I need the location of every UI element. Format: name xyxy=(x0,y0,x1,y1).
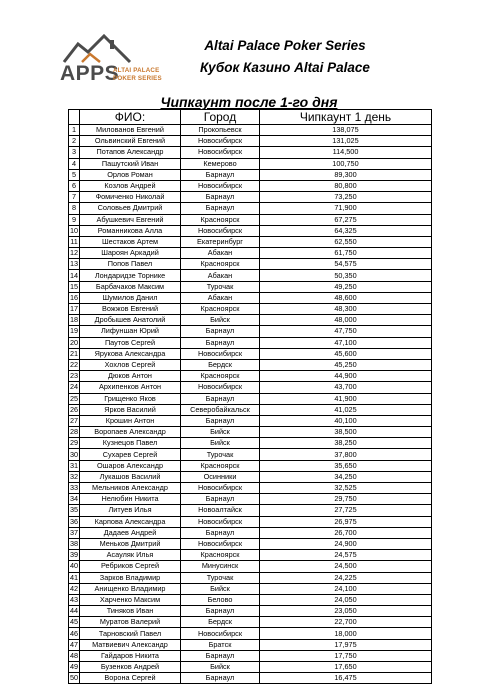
player-city: Барнаул xyxy=(181,650,260,661)
player-name: Дадаев Андрей xyxy=(80,527,181,538)
table-row xyxy=(69,650,432,661)
row-number: 1 xyxy=(69,125,80,136)
table-row xyxy=(69,214,432,225)
player-name: Воропаев Александр xyxy=(80,427,181,438)
player-city: Барнаул xyxy=(181,673,260,684)
player-city: Северобайкальск xyxy=(181,404,260,415)
player-name: Мельников Александр xyxy=(80,483,181,494)
chip-count: 16,475 xyxy=(260,673,432,684)
row-number: 11 xyxy=(70,236,78,246)
chip-count: 17,650 xyxy=(260,662,432,673)
row-number: 14 xyxy=(69,270,79,280)
chip-count: 64,325 xyxy=(260,225,432,236)
player-name: Барбачаков Максим xyxy=(80,281,181,292)
row-number: 17 xyxy=(69,304,79,314)
table-row xyxy=(69,281,432,292)
player-city: Новосибирск xyxy=(181,628,260,639)
table-row xyxy=(69,404,432,415)
chip-count: 24,225 xyxy=(260,572,432,583)
player-city: Новосибирск xyxy=(181,516,260,527)
chip-count: 47,750 xyxy=(260,326,432,337)
chip-count: 18,000 xyxy=(260,628,432,639)
player-city: Турочак xyxy=(181,572,260,583)
chip-count: 61,750 xyxy=(260,248,432,259)
table-header-row xyxy=(69,110,432,125)
table-row xyxy=(69,471,432,482)
player-name: Асауляк Илья xyxy=(80,550,181,561)
table-row xyxy=(69,136,432,147)
table-row xyxy=(69,225,432,236)
cup-title: Кубок Казино Altai Palace xyxy=(200,60,370,75)
table-row xyxy=(69,494,432,505)
table-row xyxy=(69,550,432,561)
player-name: Нелюбин Никита xyxy=(80,494,181,505)
player-city: Новосибирск xyxy=(181,147,260,158)
table-row xyxy=(69,203,432,214)
table-row xyxy=(69,393,432,404)
player-name: Шумилов Данил xyxy=(80,292,181,303)
table-row xyxy=(69,561,432,572)
chip-count: 44,900 xyxy=(260,371,432,382)
player-city: Бердск xyxy=(181,617,260,628)
row-number: 35 xyxy=(69,505,79,515)
player-city: Турочак xyxy=(181,281,260,292)
table-row xyxy=(69,516,432,527)
player-name: Литуев Илья xyxy=(80,505,181,516)
row-number: 9 xyxy=(69,214,80,225)
chip-count: 45,600 xyxy=(260,348,432,359)
table-row xyxy=(69,427,432,438)
table-row xyxy=(69,259,432,270)
player-name: Шестаков Артем xyxy=(80,236,181,247)
player-city: Красноярск xyxy=(181,460,260,471)
table-row xyxy=(69,248,432,259)
table-row xyxy=(69,505,432,516)
player-name: Тиняков Иван xyxy=(80,606,181,617)
logo-line2: POKER SERIES xyxy=(113,75,162,82)
player-name: Ребриков Сергей xyxy=(80,561,181,572)
chipcount-table xyxy=(68,109,432,684)
row-number: 46 xyxy=(69,628,79,638)
chip-count: 131,025 xyxy=(260,136,432,147)
player-city: Кемерово xyxy=(181,158,260,169)
row-number: 5 xyxy=(69,169,80,180)
player-name: Анищенко Владимир xyxy=(80,583,181,594)
player-name: Лондаридзе Торнике xyxy=(80,270,181,281)
chip-count: 41,900 xyxy=(260,393,432,404)
row-number: 42 xyxy=(69,583,79,593)
player-name: Крошин Антон xyxy=(80,415,181,426)
player-city: Бийск xyxy=(181,315,260,326)
player-name: Харченко Максим xyxy=(80,594,181,605)
player-city: Абакан xyxy=(181,292,260,303)
player-name: Гайдаров Никита xyxy=(80,650,181,661)
house-roof-icon xyxy=(60,32,135,66)
row-number: 7 xyxy=(69,192,80,203)
row-number: 43 xyxy=(69,594,79,604)
player-city: Новосибирск xyxy=(181,348,260,359)
player-city: Осинники xyxy=(181,471,260,482)
player-name: Лифуншан Юрий xyxy=(80,326,181,337)
chip-count: 71,900 xyxy=(260,203,432,214)
row-number: 44 xyxy=(69,606,79,616)
apps-logo xyxy=(60,32,170,85)
table-row xyxy=(69,415,432,426)
player-city: Бийск xyxy=(181,427,260,438)
player-name: Зарков Владимир xyxy=(80,572,181,583)
player-city: Барнаул xyxy=(181,494,260,505)
player-name: Кузнецов Павел xyxy=(80,438,181,449)
row-number: 16 xyxy=(69,292,79,302)
player-city: Новосибирск xyxy=(181,225,260,236)
player-city: Новосибирск xyxy=(181,483,260,494)
player-name: Милованов Евгений xyxy=(80,125,181,136)
row-number: 22 xyxy=(69,360,79,370)
table-row xyxy=(69,292,432,303)
player-city: Белово xyxy=(181,594,260,605)
logo-line1: ALTAI PALACE xyxy=(113,67,160,74)
chip-count: 27,725 xyxy=(260,505,432,516)
player-name: Матвиевич Александр xyxy=(80,639,181,650)
player-name: Шароян Аркадий xyxy=(80,248,181,259)
row-number: 2 xyxy=(69,136,80,147)
row-number: 38 xyxy=(69,539,79,549)
header-chips: Чипкаунт 1 день xyxy=(260,110,432,125)
row-number: 15 xyxy=(69,281,79,291)
table-row xyxy=(69,169,432,180)
chip-count: 24,500 xyxy=(260,561,432,572)
chip-count: 100,750 xyxy=(260,158,432,169)
table-row xyxy=(69,628,432,639)
row-number: 19 xyxy=(69,326,79,336)
row-number: 39 xyxy=(69,550,79,560)
player-city: Прокопьевск xyxy=(181,125,260,136)
table-row xyxy=(69,236,432,247)
chip-count: 48,000 xyxy=(260,315,432,326)
player-name: Абушкевич Евгений xyxy=(80,214,181,225)
player-name: Меньков Дмитрий xyxy=(80,538,181,549)
player-city: Барнаул xyxy=(181,527,260,538)
player-name: Козлов Андрей xyxy=(80,180,181,191)
player-name: Бузенков Андрей xyxy=(80,662,181,673)
player-city: Братск xyxy=(181,639,260,650)
chip-count: 24,050 xyxy=(260,594,432,605)
table-row xyxy=(69,304,432,315)
row-number: 6 xyxy=(69,180,80,191)
row-number: 3 xyxy=(69,147,80,158)
player-city: Барнаул xyxy=(181,192,260,203)
player-name: Пашутский Иван xyxy=(80,158,181,169)
row-number: 28 xyxy=(69,427,79,437)
row-number: 13 xyxy=(69,259,79,269)
row-number: 23 xyxy=(69,371,79,381)
table-row xyxy=(69,483,432,494)
row-number: 30 xyxy=(69,449,79,459)
chip-count: 40,100 xyxy=(260,415,432,426)
table-row xyxy=(69,315,432,326)
chip-count: 34,250 xyxy=(260,471,432,482)
player-name: Паутов Сергей xyxy=(80,337,181,348)
player-city: Абакан xyxy=(181,248,260,259)
table-row xyxy=(69,438,432,449)
row-number: 32 xyxy=(69,471,79,481)
chip-count: 37,800 xyxy=(260,449,432,460)
chip-count: 89,300 xyxy=(260,169,432,180)
player-name: Ошаров Александр xyxy=(80,460,181,471)
chip-count: 43,700 xyxy=(260,382,432,393)
chip-count: 48,300 xyxy=(260,304,432,315)
row-number: 41 xyxy=(69,572,79,582)
table-row xyxy=(69,192,432,203)
chip-count: 24,575 xyxy=(260,550,432,561)
chipcount-heading: Чипкаунт после 1-го дня xyxy=(160,94,338,110)
player-name: Ярукова Александра xyxy=(80,348,181,359)
table-row xyxy=(69,662,432,673)
chip-count: 24,900 xyxy=(260,538,432,549)
player-city: Красноярск xyxy=(181,259,260,270)
row-number: 21 xyxy=(69,348,79,358)
player-city: Красноярск xyxy=(181,550,260,561)
table-row xyxy=(69,617,432,628)
table-row xyxy=(69,527,432,538)
chip-count: 26,975 xyxy=(260,516,432,527)
player-name: Муратов Валерий xyxy=(80,617,181,628)
table-row xyxy=(69,583,432,594)
row-number: 20 xyxy=(69,337,79,347)
chip-count: 54,575 xyxy=(260,259,432,270)
chip-count: 41,025 xyxy=(260,404,432,415)
player-city: Барнаул xyxy=(181,203,260,214)
chip-count: 114,500 xyxy=(260,147,432,158)
table-row xyxy=(69,125,432,136)
row-number: 18 xyxy=(69,315,79,325)
player-city: Барнаул xyxy=(181,415,260,426)
table-row xyxy=(69,348,432,359)
player-city: Барнаул xyxy=(181,169,260,180)
chip-count: 38,500 xyxy=(260,427,432,438)
player-name: Тарновский Павел xyxy=(80,628,181,639)
chip-count: 17,750 xyxy=(260,650,432,661)
row-number: 25 xyxy=(69,393,79,403)
chip-count: 17,975 xyxy=(260,639,432,650)
player-city: Барнаул xyxy=(181,393,260,404)
chip-count: 23,050 xyxy=(260,606,432,617)
player-city: Красноярск xyxy=(181,304,260,315)
chip-count: 24,100 xyxy=(260,583,432,594)
player-name: Дюков Антон xyxy=(80,371,181,382)
chip-count: 73,250 xyxy=(260,192,432,203)
row-number: 37 xyxy=(69,527,79,537)
table-row xyxy=(69,572,432,583)
player-name: Вожжов Евгений xyxy=(80,304,181,315)
chip-count: 138,075 xyxy=(260,125,432,136)
player-city: Бийск xyxy=(181,662,260,673)
player-city: Новосибирск xyxy=(181,136,260,147)
player-city: Бийск xyxy=(181,438,260,449)
player-name: Ворона Сергей xyxy=(80,673,181,684)
chip-count: 67,275 xyxy=(260,214,432,225)
table-row xyxy=(69,382,432,393)
chip-count: 35,650 xyxy=(260,460,432,471)
row-number: 40 xyxy=(69,561,79,571)
row-number: 45 xyxy=(69,617,79,627)
table-row xyxy=(69,359,432,370)
header-name: ФИО: xyxy=(80,110,181,125)
player-city: Абакан xyxy=(181,270,260,281)
table-row xyxy=(69,538,432,549)
player-city: Новосибирск xyxy=(181,382,260,393)
table-row xyxy=(69,180,432,191)
series-title: Altai Palace Poker Series xyxy=(204,38,366,53)
row-number: 8 xyxy=(69,203,80,214)
chip-count: 26,700 xyxy=(260,527,432,538)
player-name: Ольвинский Евгений xyxy=(80,136,181,147)
chip-count: 49,250 xyxy=(260,281,432,292)
header-number xyxy=(69,110,80,125)
player-city: Красноярск xyxy=(181,371,260,382)
chip-count: 48,600 xyxy=(260,292,432,303)
player-city: Бийск xyxy=(181,583,260,594)
chip-count: 47,100 xyxy=(260,337,432,348)
player-city: Барнаул xyxy=(181,326,260,337)
table-row xyxy=(69,326,432,337)
chip-count: 62,550 xyxy=(260,236,432,247)
player-name: Сухарев Сергей xyxy=(80,449,181,460)
chip-count: 29,750 xyxy=(260,494,432,505)
row-number: 50 xyxy=(69,673,79,683)
player-name: Грищенко Яков xyxy=(80,393,181,404)
row-number: 47 xyxy=(69,639,79,649)
player-name: Орлов Роман xyxy=(80,169,181,180)
header-city: Город xyxy=(181,110,260,125)
player-name: Потапов Александр xyxy=(80,147,181,158)
row-number: 34 xyxy=(69,494,79,504)
player-name: Попов Павел xyxy=(80,259,181,270)
player-city: Минусинск xyxy=(181,561,260,572)
player-name: Соловьев Дмитрий xyxy=(80,203,181,214)
player-name: Лукашов Василий xyxy=(80,471,181,482)
table-row xyxy=(69,606,432,617)
row-number: 27 xyxy=(69,415,79,425)
player-name: Дробышев Анатолий xyxy=(80,315,181,326)
player-city: Барнаул xyxy=(181,337,260,348)
player-name: Фомиченко Николай xyxy=(80,192,181,203)
chip-count: 80,800 xyxy=(260,180,432,191)
player-city: Барнаул xyxy=(181,606,260,617)
logo-text: APPS xyxy=(60,62,120,85)
table-row xyxy=(69,449,432,460)
player-name: Ярков Василий xyxy=(80,404,181,415)
chip-count: 22,700 xyxy=(260,617,432,628)
player-city: Новосибирск xyxy=(181,180,260,191)
row-number: 31 xyxy=(69,460,79,470)
row-number: 33 xyxy=(69,483,79,493)
table-row xyxy=(69,371,432,382)
table-row xyxy=(69,673,432,684)
table-row xyxy=(69,147,432,158)
chip-count: 38,250 xyxy=(260,438,432,449)
row-number: 36 xyxy=(69,516,79,526)
row-number: 12 xyxy=(69,248,79,258)
player-city: Бердск xyxy=(181,359,260,370)
row-number: 10 xyxy=(69,225,79,235)
player-name: Хохлов Сергей xyxy=(80,359,181,370)
player-city: Турочак xyxy=(181,449,260,460)
player-name: Карпова Александра xyxy=(80,516,181,527)
row-number: 29 xyxy=(69,438,79,448)
table-row xyxy=(69,337,432,348)
player-name: Архипенков Антон xyxy=(80,382,181,393)
row-number: 26 xyxy=(69,404,79,414)
table-row xyxy=(69,270,432,281)
player-city: Новосибирск xyxy=(181,538,260,549)
player-city: Екатеринбург xyxy=(181,236,260,247)
table-row xyxy=(69,639,432,650)
row-number: 49 xyxy=(69,662,79,672)
row-number: 4 xyxy=(69,158,80,169)
chip-count: 50,350 xyxy=(260,270,432,281)
table-row xyxy=(69,594,432,605)
player-name: Романникова Алла xyxy=(80,225,181,236)
row-number: 24 xyxy=(69,382,79,392)
player-city: Новоалтайск xyxy=(181,505,260,516)
table-row xyxy=(69,460,432,471)
chip-count: 45,250 xyxy=(260,359,432,370)
table-row xyxy=(69,158,432,169)
chip-count: 32,525 xyxy=(260,483,432,494)
player-city: Красноярск xyxy=(181,214,260,225)
row-number: 48 xyxy=(69,650,79,660)
